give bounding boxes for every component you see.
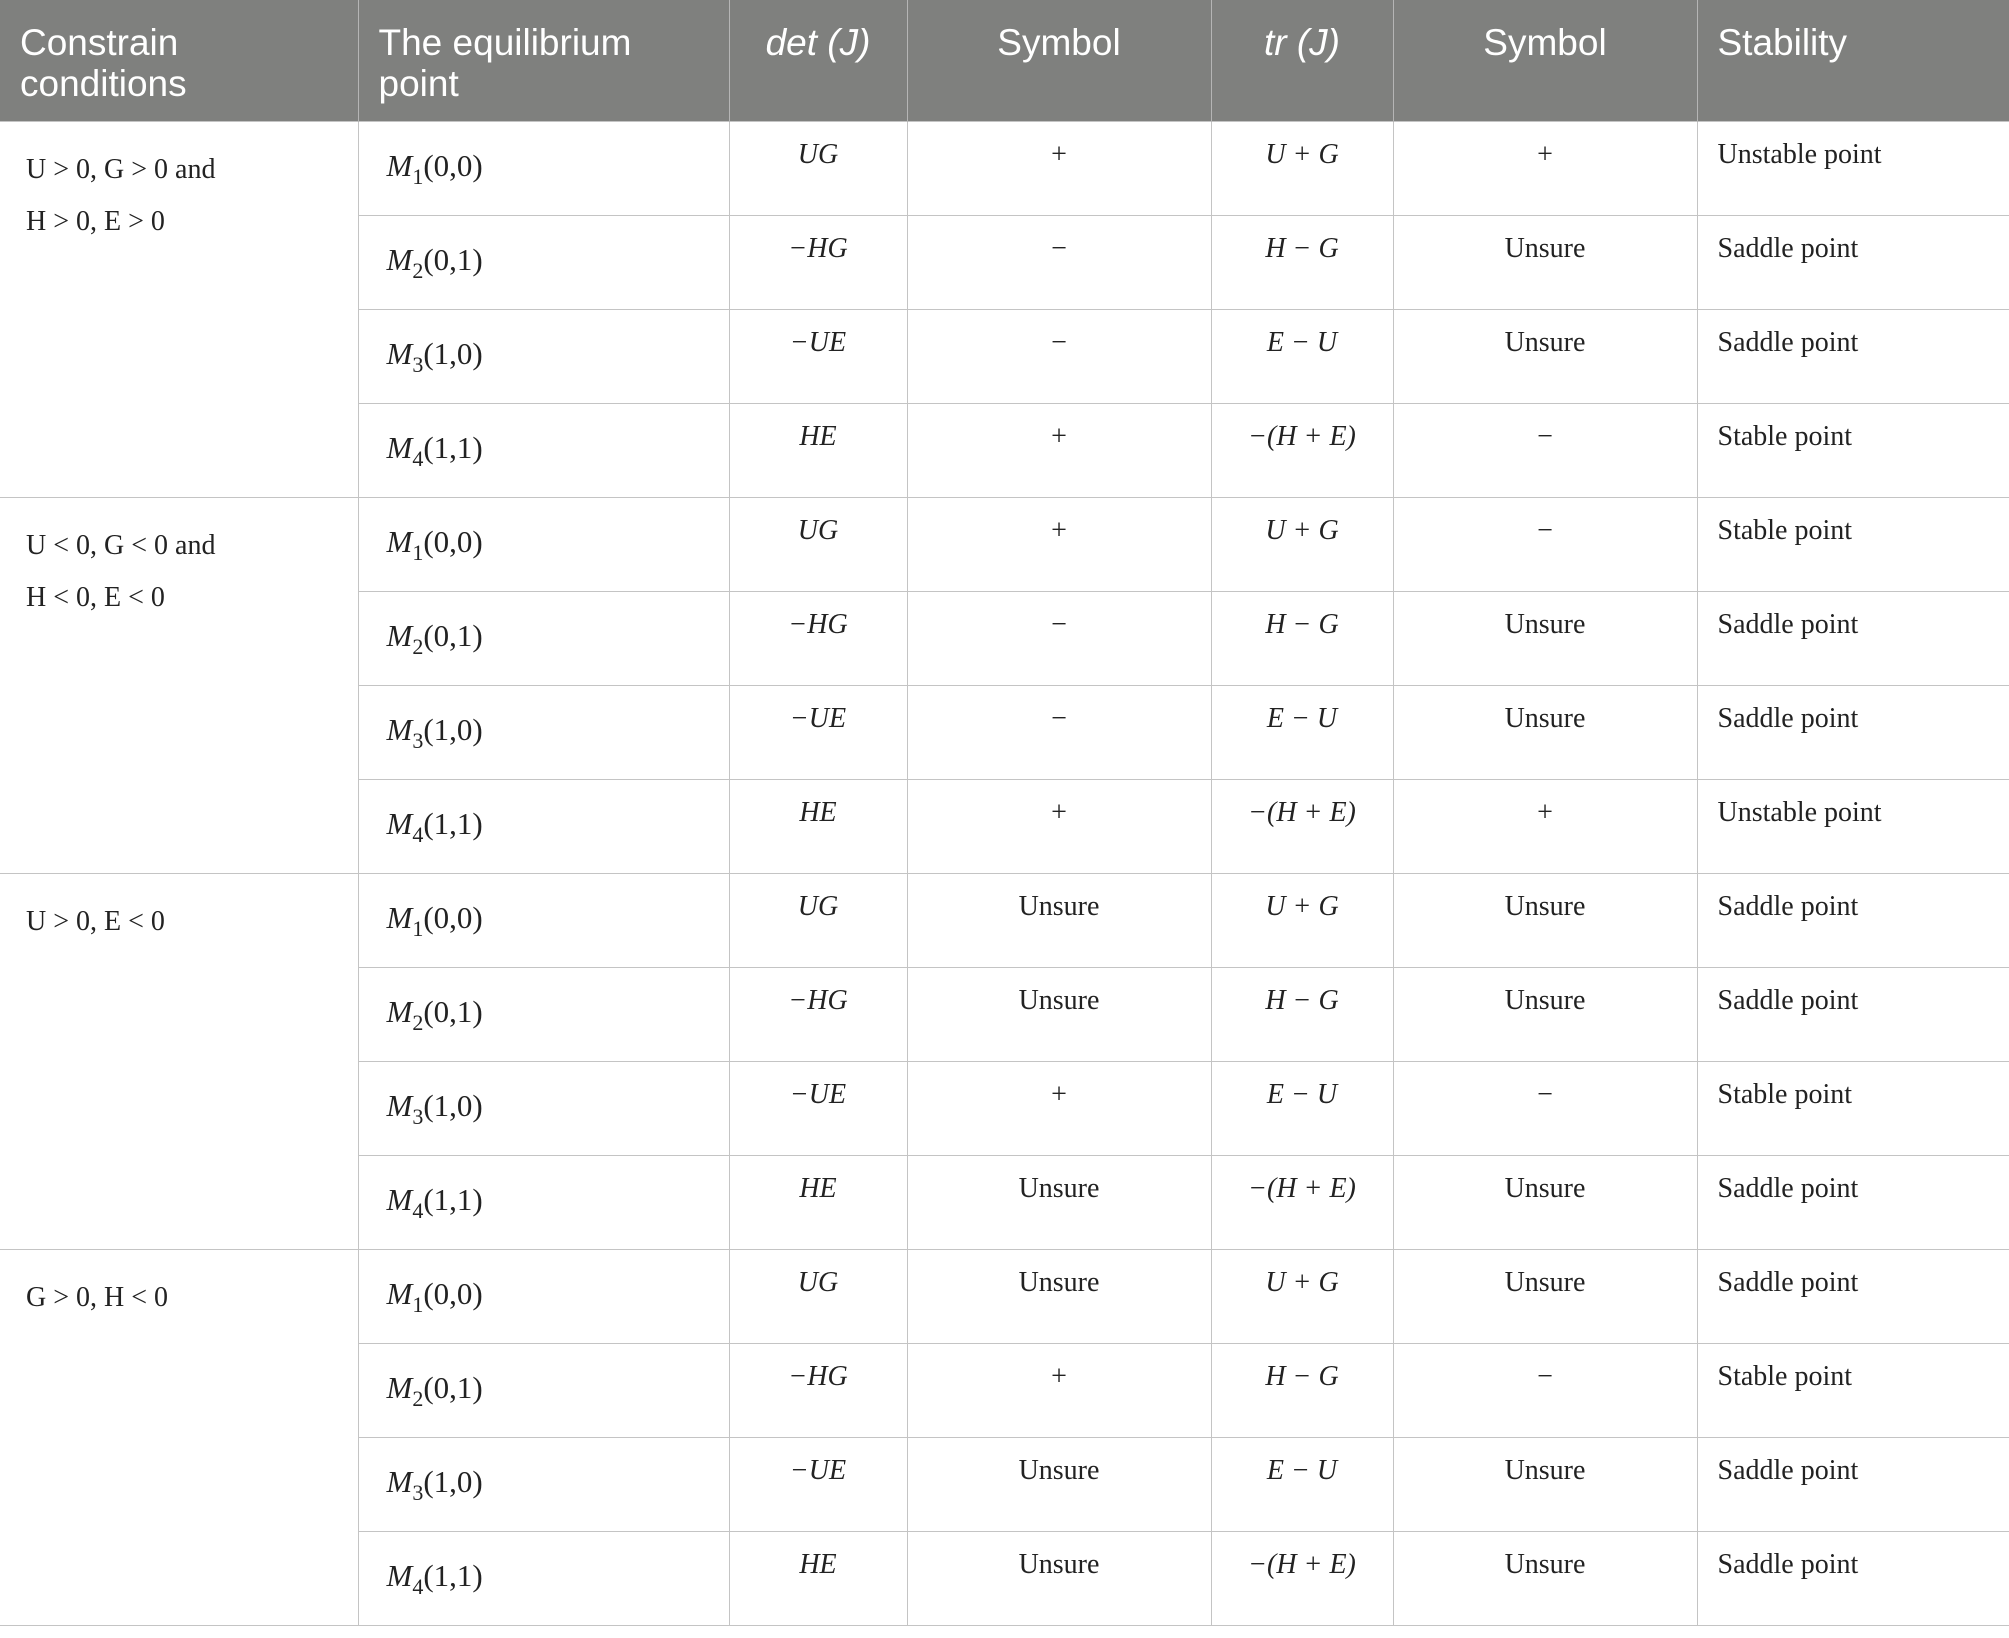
tr-value-cell: E − U xyxy=(1211,1437,1393,1531)
det-symbol-cell: + xyxy=(907,121,1211,215)
point-label: M xyxy=(386,147,413,183)
tr-symbol-cell: Unsure xyxy=(1393,591,1697,685)
point-coordinates: (0,0) xyxy=(423,147,483,183)
point-label: M xyxy=(386,617,413,653)
header-equilibrium-point: The equilibrium point xyxy=(358,0,729,121)
det-value-cell: −UE xyxy=(729,1061,907,1155)
point-coordinates: (1,1) xyxy=(423,1557,483,1593)
point-coordinates: (0,1) xyxy=(423,241,483,277)
tr-symbol-cell: + xyxy=(1393,779,1697,873)
equilibrium-point-cell xyxy=(358,1531,729,1625)
header-det: det (J) xyxy=(729,0,907,121)
det-symbol-cell: + xyxy=(907,403,1211,497)
point-label: M xyxy=(386,1087,413,1123)
tr-value-cell: H − G xyxy=(1211,591,1393,685)
tr-symbol-cell: Unsure xyxy=(1393,967,1697,1061)
det-value-cell: HE xyxy=(729,403,907,497)
point-label: M xyxy=(386,899,413,935)
stability-cell: Saddle point xyxy=(1697,215,2009,309)
point-label: M xyxy=(386,429,413,465)
constraint-condition-cell xyxy=(0,497,358,873)
point-subscript: 4 xyxy=(412,1573,424,1599)
point-label: M xyxy=(386,993,413,1029)
tr-value-cell: H − G xyxy=(1211,215,1393,309)
point-coordinates: (0,0) xyxy=(423,899,483,935)
point-label: M xyxy=(386,1275,413,1311)
point-coordinates: (1,0) xyxy=(423,335,483,371)
condition-line-2: H < 0, E < 0 xyxy=(26,581,165,613)
stability-cell: Saddle point xyxy=(1697,1437,2009,1531)
stability-cell: Saddle point xyxy=(1697,1249,2009,1343)
header-row xyxy=(0,0,2009,121)
det-value-cell: UG xyxy=(729,497,907,591)
equilibrium-point-cell xyxy=(358,1343,729,1437)
constraint-condition-cell xyxy=(0,873,358,1249)
point-label: M xyxy=(386,711,413,747)
point-label: M xyxy=(386,1181,413,1217)
equilibrium-point-cell xyxy=(358,1249,729,1343)
tr-value-cell: E − U xyxy=(1211,1061,1393,1155)
det-symbol-cell: − xyxy=(907,591,1211,685)
det-value-cell: −UE xyxy=(729,309,907,403)
det-value-cell: −UE xyxy=(729,1437,907,1531)
table-row xyxy=(0,121,2009,215)
equilibrium-point-cell xyxy=(358,685,729,779)
equilibrium-point-cell xyxy=(358,309,729,403)
stability-cell: Saddle point xyxy=(1697,1531,2009,1625)
tr-symbol-cell: Unsure xyxy=(1393,1249,1697,1343)
tr-value-cell: −(H + E) xyxy=(1211,779,1393,873)
tr-symbol-cell: Unsure xyxy=(1393,1531,1697,1625)
tr-value-cell: U + G xyxy=(1211,497,1393,591)
stability-cell: Saddle point xyxy=(1697,685,2009,779)
stability-cell: Stable point xyxy=(1697,403,2009,497)
point-subscript: 2 xyxy=(412,257,424,283)
table-row xyxy=(0,873,2009,967)
tr-value-cell: U + G xyxy=(1211,873,1393,967)
det-value-cell: −HG xyxy=(729,967,907,1061)
equilibrium-point-cell xyxy=(358,121,729,215)
det-value-cell: UG xyxy=(729,121,907,215)
point-subscript: 1 xyxy=(412,915,424,941)
header-tr: tr (J) xyxy=(1211,0,1393,121)
point-label: M xyxy=(386,335,413,371)
equilibrium-point-cell xyxy=(358,1155,729,1249)
tr-value-cell: H − G xyxy=(1211,1343,1393,1437)
header-constrain-conditions: Constrain conditions xyxy=(0,0,358,121)
tr-value-cell: −(H + E) xyxy=(1211,1531,1393,1625)
det-value-cell: HE xyxy=(729,1155,907,1249)
equilibrium-point-cell xyxy=(358,497,729,591)
equilibrium-point-cell xyxy=(358,1437,729,1531)
point-label: M xyxy=(386,1463,413,1499)
stability-cell: Unstable point xyxy=(1697,121,2009,215)
tr-symbol-cell: − xyxy=(1393,1061,1697,1155)
point-coordinates: (1,0) xyxy=(423,711,483,747)
stability-cell: Saddle point xyxy=(1697,967,2009,1061)
tr-symbol-cell: + xyxy=(1393,121,1697,215)
point-subscript: 3 xyxy=(412,727,424,753)
tr-value-cell: H − G xyxy=(1211,967,1393,1061)
det-value-cell: HE xyxy=(729,779,907,873)
det-symbol-cell: + xyxy=(907,497,1211,591)
stability-cell: Saddle point xyxy=(1697,309,2009,403)
point-label: M xyxy=(386,1557,413,1593)
stability-cell: Saddle point xyxy=(1697,1155,2009,1249)
point-coordinates: (1,1) xyxy=(423,805,483,841)
point-coordinates: (1,1) xyxy=(423,429,483,465)
tr-value-cell: −(H + E) xyxy=(1211,403,1393,497)
tr-symbol-cell: Unsure xyxy=(1393,1155,1697,1249)
det-symbol-cell: + xyxy=(907,1061,1211,1155)
table-row xyxy=(0,497,2009,591)
det-symbol-cell: Unsure xyxy=(907,1531,1211,1625)
det-symbol-cell: + xyxy=(907,1343,1211,1437)
det-symbol-cell: + xyxy=(907,779,1211,873)
point-subscript: 1 xyxy=(412,1291,424,1317)
point-subscript: 1 xyxy=(412,539,424,565)
condition-line-1: U > 0, E < 0 xyxy=(26,905,165,937)
det-symbol-cell: Unsure xyxy=(907,873,1211,967)
equilibrium-point-cell xyxy=(358,967,729,1061)
header-det-symbol: Symbol xyxy=(907,0,1211,121)
point-subscript: 3 xyxy=(412,1479,424,1505)
point-label: M xyxy=(386,1369,413,1405)
det-value-cell: −HG xyxy=(729,591,907,685)
constraint-condition-cell xyxy=(0,1249,358,1625)
point-subscript: 2 xyxy=(412,1385,424,1411)
stability-cell: Stable point xyxy=(1697,497,2009,591)
tr-value-cell: E − U xyxy=(1211,309,1393,403)
condition-line-1: U < 0, G < 0 and xyxy=(26,529,216,561)
stability-cell: Saddle point xyxy=(1697,873,2009,967)
det-symbol-cell: − xyxy=(907,685,1211,779)
tr-value-cell: U + G xyxy=(1211,121,1393,215)
stability-cell: Unstable point xyxy=(1697,779,2009,873)
det-value-cell: −HG xyxy=(729,215,907,309)
point-subscript: 4 xyxy=(412,1197,424,1223)
tr-symbol-cell: Unsure xyxy=(1393,215,1697,309)
point-coordinates: (0,1) xyxy=(423,1369,483,1405)
equilibrium-point-cell xyxy=(358,779,729,873)
det-value-cell: −UE xyxy=(729,685,907,779)
condition-line-2: H > 0, E > 0 xyxy=(26,205,165,237)
point-subscript: 4 xyxy=(412,821,424,847)
equilibrium-point-cell xyxy=(358,403,729,497)
tr-symbol-cell: Unsure xyxy=(1393,685,1697,779)
stability-cell: Stable point xyxy=(1697,1061,2009,1155)
point-subscript: 2 xyxy=(412,1009,424,1035)
point-coordinates: (1,0) xyxy=(423,1087,483,1123)
det-symbol-cell: Unsure xyxy=(907,1155,1211,1249)
header-tr-symbol: Symbol xyxy=(1393,0,1697,121)
condition-line-1: U > 0, G > 0 and xyxy=(26,153,216,185)
point-subscript: 3 xyxy=(412,1103,424,1129)
det-symbol-cell: − xyxy=(907,309,1211,403)
det-value-cell: UG xyxy=(729,1249,907,1343)
tr-symbol-cell: Unsure xyxy=(1393,1437,1697,1531)
tr-symbol-cell: − xyxy=(1393,403,1697,497)
point-coordinates: (1,1) xyxy=(423,1181,483,1217)
point-label: M xyxy=(386,523,413,559)
condition-line-1: G > 0, H < 0 xyxy=(26,1281,169,1313)
point-coordinates: (0,0) xyxy=(423,1275,483,1311)
equilibrium-point-cell xyxy=(358,873,729,967)
constraint-condition-cell xyxy=(0,121,358,497)
point-subscript: 3 xyxy=(412,351,424,377)
stability-cell: Stable point xyxy=(1697,1343,2009,1437)
point-subscript: 2 xyxy=(412,633,424,659)
point-subscript: 1 xyxy=(412,163,424,189)
table-header xyxy=(0,0,2009,121)
det-symbol-cell: Unsure xyxy=(907,967,1211,1061)
tr-value-cell: −(H + E) xyxy=(1211,1155,1393,1249)
point-coordinates: (0,1) xyxy=(423,617,483,653)
point-coordinates: (0,1) xyxy=(423,993,483,1029)
table-body xyxy=(0,121,2009,1625)
tr-symbol-cell: Unsure xyxy=(1393,309,1697,403)
point-label: M xyxy=(386,241,413,277)
tr-symbol-cell: − xyxy=(1393,1343,1697,1437)
point-label: M xyxy=(386,805,413,841)
point-subscript: 4 xyxy=(412,445,424,471)
point-coordinates: (1,0) xyxy=(423,1463,483,1499)
det-symbol-cell: Unsure xyxy=(907,1249,1211,1343)
point-coordinates: (0,0) xyxy=(423,523,483,559)
det-symbol-cell: Unsure xyxy=(907,1437,1211,1531)
tr-value-cell: E − U xyxy=(1211,685,1393,779)
det-value-cell: HE xyxy=(729,1531,907,1625)
det-value-cell: UG xyxy=(729,873,907,967)
stability-cell: Saddle point xyxy=(1697,591,2009,685)
table-row xyxy=(0,1249,2009,1343)
det-value-cell: −HG xyxy=(729,1343,907,1437)
tr-symbol-cell: Unsure xyxy=(1393,873,1697,967)
det-symbol-cell: − xyxy=(907,215,1211,309)
equilibrium-point-cell xyxy=(358,1061,729,1155)
tr-symbol-cell: − xyxy=(1393,497,1697,591)
equilibrium-point-cell xyxy=(358,591,729,685)
header-stability: Stability xyxy=(1697,0,2009,121)
equilibrium-point-cell xyxy=(358,215,729,309)
tr-value-cell: U + G xyxy=(1211,1249,1393,1343)
